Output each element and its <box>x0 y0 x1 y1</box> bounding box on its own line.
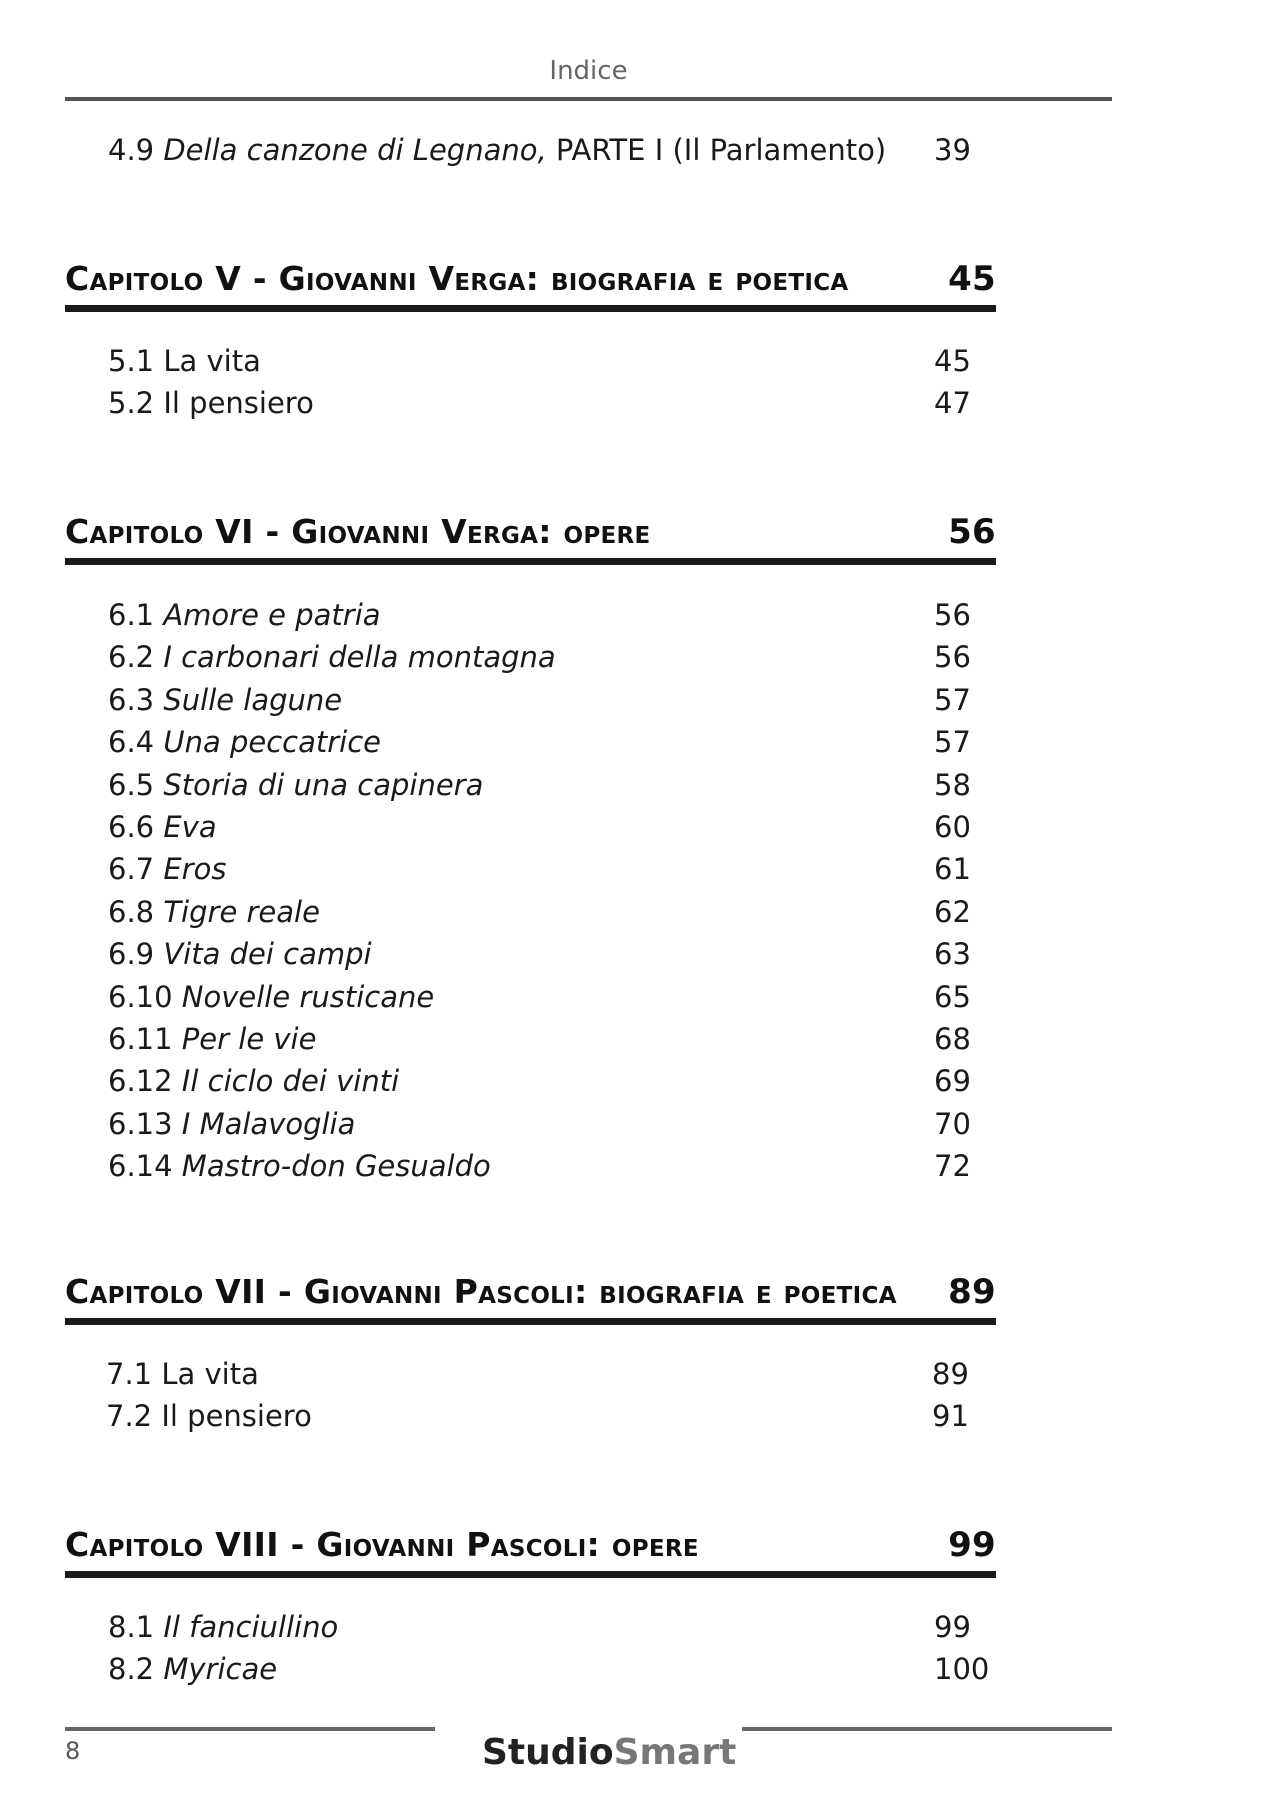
entry-number: 5.1 <box>108 344 155 378</box>
brand-logo <box>482 1728 736 1778</box>
chapter-page: 89 <box>948 1272 996 1312</box>
toc-entry-6-11[interactable] <box>108 1017 994 1061</box>
toc-entry-6-6[interactable] <box>108 805 994 849</box>
entry-title: Sulle lagune <box>163 682 343 717</box>
chapter-heading-vii[interactable] <box>65 1265 996 1319</box>
entry-title: Il pensiero <box>161 1399 312 1433</box>
entry-number: 6.11 <box>108 1022 173 1056</box>
entry-number: 6.10 <box>108 979 173 1014</box>
entry-page: 56 <box>934 640 971 675</box>
entry-title: Eros <box>163 852 227 887</box>
chapter-title: Capitolo V - Giovanni Verga: biografia e poetica <box>65 259 849 298</box>
entry-page: 39 <box>934 133 971 167</box>
brand-part-smart: Smart <box>613 1732 737 1773</box>
chapter-title: Capitolo VI - Giovanni Verga: opere <box>65 512 651 551</box>
entry-page: 72 <box>934 1149 971 1184</box>
toc-entry-6-10[interactable] <box>108 975 994 1019</box>
chapter-rule <box>65 1571 996 1578</box>
entry-number: 5.2 <box>108 386 155 420</box>
entry-page: 57 <box>934 725 971 760</box>
footer-rule-left <box>65 1727 435 1731</box>
entry-number: 6.13 <box>108 1106 173 1141</box>
entry-number: 6.8 <box>108 894 155 929</box>
entry-page: 62 <box>934 894 971 929</box>
toc-entry-6-9[interactable] <box>108 932 994 976</box>
toc-entry-6-12[interactable] <box>108 1059 994 1103</box>
entry-title-rest: PARTE I (Il Parlamento) <box>546 133 887 167</box>
entry-title: La vita <box>163 344 261 378</box>
entry-title: Tigre reale <box>163 894 320 929</box>
toc-entry-7-1[interactable] <box>106 1352 992 1396</box>
entry-number: 6.9 <box>108 937 155 972</box>
chapter-heading-viii[interactable] <box>65 1518 996 1572</box>
entry-number: 6.5 <box>108 767 155 802</box>
entry-title: I Malavoglia <box>181 1106 356 1141</box>
chapter-heading-v[interactable] <box>65 252 996 306</box>
entry-title: Mastro-don Gesualdo <box>181 1149 491 1184</box>
chapter-title: Capitolo VII - Giovanni Pascoli: biografia e poetica <box>65 1272 897 1311</box>
page-header: Indice <box>549 56 628 86</box>
entry-title: La vita <box>161 1357 259 1391</box>
entry-title: Il fanciullino <box>163 1610 339 1644</box>
entry-number: 7.1 <box>106 1357 153 1391</box>
entry-number: 4.9 <box>108 133 155 167</box>
toc-entry-6-4[interactable] <box>108 720 994 764</box>
entry-title: Amore e patria <box>163 598 381 632</box>
entry-title: Myricae <box>163 1652 278 1686</box>
toc-entry-6-14[interactable] <box>108 1144 994 1188</box>
entry-number: 7.2 <box>106 1399 153 1433</box>
chapter-rule <box>65 558 996 565</box>
entry-number: 8.2 <box>108 1652 155 1686</box>
chapter-rule <box>65 1318 996 1325</box>
entry-page: 61 <box>934 852 971 887</box>
toc-entry-6-2[interactable] <box>108 635 994 679</box>
toc-entry-4-9[interactable] <box>108 128 994 172</box>
entry-page: 99 <box>934 1610 971 1644</box>
entry-number: 6.7 <box>108 852 155 887</box>
toc-entry-8-1[interactable] <box>108 1605 994 1649</box>
entry-title-italic: Della canzone di Legnano, <box>163 133 547 167</box>
chapter-page: 99 <box>948 1525 996 1565</box>
entry-title: Il ciclo dei vinti <box>181 1064 400 1099</box>
toc-entry-6-13[interactable] <box>108 1102 994 1146</box>
brand-part-studio: Studio <box>482 1732 614 1773</box>
chapter-page: 56 <box>948 512 996 552</box>
entry-page: 69 <box>934 1064 971 1099</box>
chapter-page: 45 <box>948 259 996 299</box>
entry-number: 6.1 <box>108 598 155 632</box>
toc-entry-6-7[interactable] <box>108 847 994 891</box>
entry-title: Una peccatrice <box>163 725 381 760</box>
entry-number: 6.6 <box>108 810 155 844</box>
toc-entry-6-1[interactable] <box>108 593 994 637</box>
footer-rule-right <box>742 1727 1112 1731</box>
entry-title: I carbonari della montagna <box>163 640 556 675</box>
toc-entry-6-5[interactable] <box>108 763 994 807</box>
entry-page: 91 <box>932 1399 969 1433</box>
entry-page: 70 <box>934 1106 971 1141</box>
entry-page: 56 <box>934 598 971 632</box>
entry-page: 45 <box>934 344 971 378</box>
page-number: 8 <box>65 1737 81 1765</box>
header-rule <box>65 97 1112 101</box>
entry-number: 6.14 <box>108 1149 173 1184</box>
entry-number: 6.12 <box>108 1064 173 1099</box>
entry-page: 58 <box>934 767 971 802</box>
entry-page: 89 <box>932 1357 969 1391</box>
entry-page: 100 <box>934 1652 990 1686</box>
chapter-title: Capitolo VIII - Giovanni Pascoli: opere <box>65 1525 699 1564</box>
entry-title: Il pensiero <box>163 386 314 420</box>
entry-title: Storia di una capinera <box>163 767 484 802</box>
entry-number: 6.3 <box>108 682 155 717</box>
toc-entry-5-1[interactable] <box>108 339 994 383</box>
toc-entry-7-2[interactable] <box>106 1394 992 1438</box>
entry-page: 47 <box>934 386 971 420</box>
entry-title: Vita dei campi <box>163 937 372 972</box>
entry-page: 57 <box>934 682 971 717</box>
chapter-rule <box>65 305 996 312</box>
entry-page: 60 <box>934 810 971 844</box>
entry-page: 63 <box>934 937 971 972</box>
entry-title: Novelle rusticane <box>181 979 435 1014</box>
entry-page: 68 <box>934 1022 971 1056</box>
toc-entry-5-2[interactable] <box>108 381 994 425</box>
chapter-heading-vi[interactable] <box>65 505 996 559</box>
toc-entry-8-2[interactable] <box>108 1647 994 1691</box>
entry-title: Eva <box>163 810 217 844</box>
entry-number: 6.2 <box>108 640 155 675</box>
entry-number: 6.4 <box>108 725 155 760</box>
entry-page: 65 <box>934 979 971 1014</box>
entry-number: 8.1 <box>108 1610 155 1644</box>
toc-entry-6-8[interactable] <box>108 890 994 934</box>
toc-entry-6-3[interactable] <box>108 678 994 722</box>
entry-title: Per le vie <box>181 1022 317 1056</box>
